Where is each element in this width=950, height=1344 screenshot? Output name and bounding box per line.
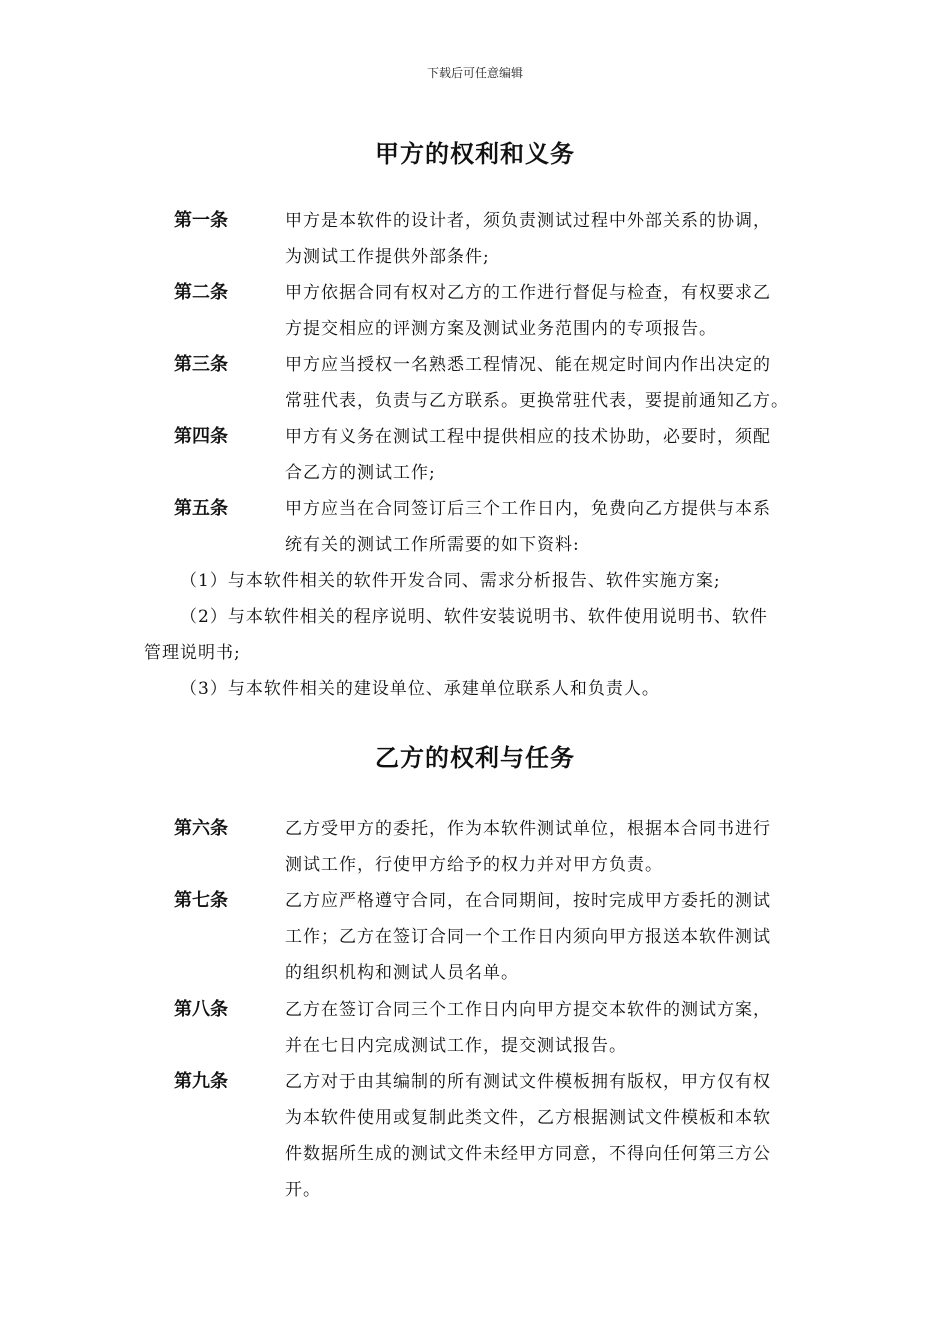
article-text-line: 乙方对于由其编制的所有测试文件模板拥有版权，甲方仅有权 [285,1072,771,1092]
article-text-line: 甲方依据合同有权对乙方的工作进行督促与检查，有权要求乙 [285,283,771,303]
section-title-party-a: 甲方的权利和义务 [375,140,575,168]
article-label: 第八条 [174,999,228,1020]
article-text-line: 甲方是本软件的设计者，须负责测试过程中外部关系的协调， [285,211,771,231]
article-label: 第一条 [174,210,228,231]
article-label: 第六条 [174,818,228,839]
article-label: 第四条 [174,426,228,447]
article-text-line: 甲方有义务在测试工程中提供相应的技术协助，必要时，须配 [285,427,771,447]
article-text-line: 甲方应当在合同签订后三个工作日内，免费向乙方提供与本系 [285,499,771,519]
page-header: 下载后可任意编辑 [426,66,523,80]
list-item-2: （2）与本软件相关的程序说明、软件安装说明书、软件使用说明书、软件 [180,607,768,627]
article-label: 第九条 [174,1071,228,1092]
list-item-1: （1）与本软件相关的软件开发合同、需求分析报告、软件实施方案; [180,571,721,591]
article-text-line: 工作；乙方在签订合同一个工作日内须向甲方报送本软件测试 [285,927,771,947]
article-text-line: 的组织机构和测试人员名单。 [285,963,519,983]
article-text-line: 常驻代表，负责与乙方联系。更换常驻代表，要提前通知乙方。 [285,391,789,411]
article-text-line: 为本软件使用或复制此类文件，乙方根据测试文件模板和本软 [285,1108,771,1128]
article-text-line: 开。 [285,1180,321,1200]
article-text-line: 方提交相应的评测方案及测试业务范围内的专项报告。 [285,319,717,339]
list-item-3: （3）与本软件相关的建设单位、承建单位联系人和负责人。 [180,679,660,699]
article-text-line: 为测试工作提供外部条件; [285,247,490,267]
article-label: 第二条 [174,282,228,303]
article-label: 第五条 [174,498,228,519]
article-text-line: 乙方在签订合同三个工作日内向甲方提交本软件的测试方案， [285,1000,771,1020]
article-text-line: 并在七日内完成测试工作，提交测试报告。 [285,1036,627,1056]
list-item-2-continued: 管理说明书; [144,643,241,663]
article-text-line: 合乙方的测试工作; [285,463,436,483]
article-text-line: 甲方应当授权一名熟悉工程情况、能在规定时间内作出决定的 [285,355,771,375]
article-text-line: 统有关的测试工作所需要的如下资料: [285,535,580,555]
section-title-party-b: 乙方的权利与任务 [375,744,575,772]
article-label: 第七条 [174,890,228,911]
article-text-line: 乙方受甲方的委托，作为本软件测试单位，根据本合同书进行 [285,819,771,839]
article-text-line: 乙方应严格遵守合同，在合同期间，按时完成甲方委托的测试 [285,891,771,911]
article-text-line: 件数据所生成的测试文件未经甲方同意，不得向任何第三方公 [285,1144,771,1164]
article-label: 第三条 [174,354,228,375]
article-text-line: 测试工作，行使甲方给予的权力并对甲方负责。 [285,855,663,875]
